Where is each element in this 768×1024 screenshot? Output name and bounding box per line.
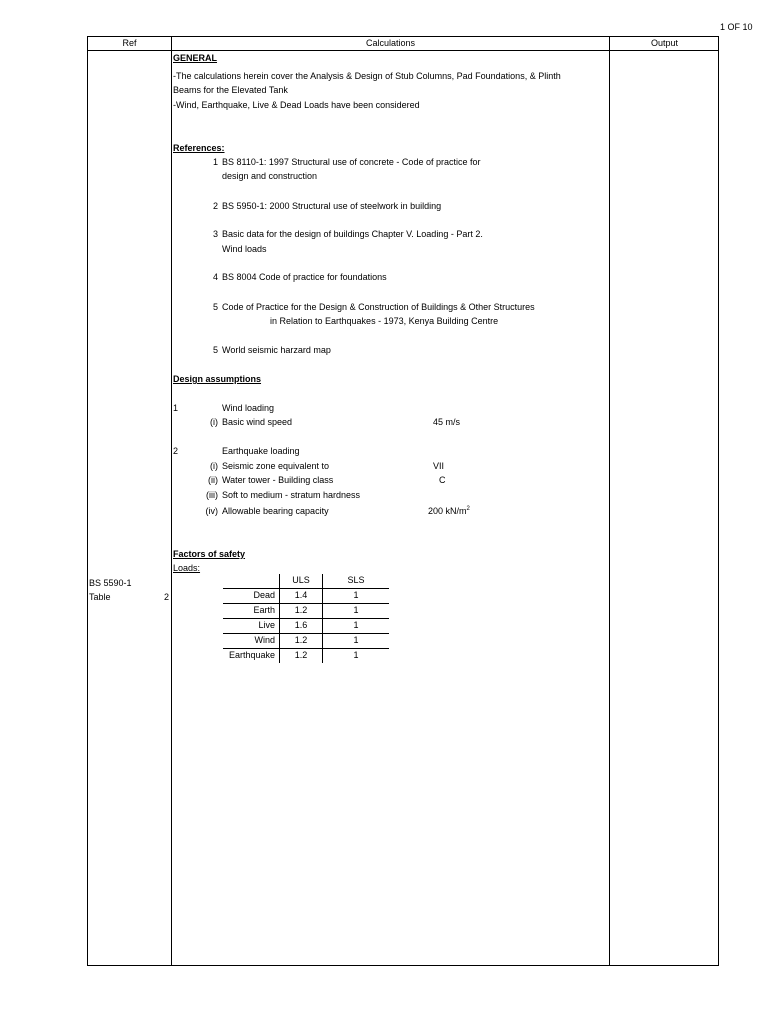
uls-factor: 1.4 <box>280 589 323 604</box>
sls-factor: 1 <box>323 604 390 619</box>
sls-factor: 1 <box>323 619 390 634</box>
calculations-column-header: Calculations <box>365 38 416 48</box>
reference-continuation: in Relation to Earthquakes - 1973, Kenya Building Centre <box>270 316 499 326</box>
seismic-zone-label: Seismic zone equivalent to <box>222 461 330 471</box>
sls-factor: 1 <box>353 650 359 661</box>
reference-text: World seismic harzard map <box>222 345 331 355</box>
table-header-sls: SLS <box>323 574 390 589</box>
earthquake-loading-title: Earthquake loading <box>222 446 300 456</box>
uls-factor: 1.6 <box>280 619 323 634</box>
reference-table-label: Table <box>89 592 111 602</box>
building-class-label: Water tower - Building class <box>222 475 334 485</box>
table-row <box>223 649 389 664</box>
stratum-hardness-label: Soft to medium - stratum hardness <box>222 490 361 500</box>
earthquake-loading-number: 2 <box>173 446 179 456</box>
reference-number: 5 <box>213 345 219 355</box>
general-line-3: -Wind, Earthquake, Live & Dead Loads have been considered <box>173 100 420 110</box>
load-type: Earthquake <box>223 649 280 664</box>
bearing-capacity-superscript: 2 <box>466 506 470 512</box>
bearing-capacity-unit: 200 kN/m <box>428 506 467 516</box>
uls-factor: 1.2 <box>280 649 323 664</box>
factors-of-safety-heading: Factors of safety <box>173 549 246 559</box>
earthquake-roman-numeral: (iv) <box>205 506 218 516</box>
loads-subheading: Loads: <box>173 563 201 573</box>
reference-table-number: 2 <box>164 592 170 602</box>
earthquake-roman-numeral: (ii) <box>208 475 218 485</box>
bearing-capacity-value <box>428 506 470 517</box>
seismic-zone-value: VII <box>433 461 445 471</box>
ref-column-divider <box>171 36 172 966</box>
table-header-empty <box>223 574 280 589</box>
design-assumptions-heading: Design assumptions <box>173 374 262 384</box>
reference-standard: BS 5590-1 <box>89 578 132 588</box>
table-row <box>223 634 389 649</box>
load-type: Live <box>223 619 280 634</box>
load-type: Earth <box>223 604 280 619</box>
reference-number: 3 <box>213 229 219 239</box>
table-row <box>223 589 389 604</box>
table-header-uls: ULS <box>280 574 323 589</box>
ref-column-header: Ref <box>122 38 137 48</box>
general-line-1: -The calculations herein cover the Analysis & Design of Stub Columns, Pad Foundations, & Plinth <box>173 71 561 81</box>
table-row <box>223 619 389 634</box>
basic-wind-speed-value: 45 m/s <box>433 417 461 427</box>
reference-number: 1 <box>213 157 219 167</box>
reference-text: BS 8004 Code of practice for foundations <box>222 272 387 282</box>
table-row <box>223 604 389 619</box>
table-header-row <box>223 574 389 589</box>
output-column-divider <box>609 36 610 966</box>
page-number: 1 OF 10 <box>720 22 753 32</box>
reference-number: 5 <box>213 302 219 312</box>
sls-factor: 1 <box>323 589 390 604</box>
reference-number: 4 <box>213 272 219 282</box>
reference-continuation: design and construction <box>222 171 318 181</box>
bearing-capacity-label: Allowable bearing capacity <box>222 506 329 516</box>
uls-factor: 1.2 <box>280 604 323 619</box>
building-class-value: C <box>439 475 446 485</box>
basic-wind-speed-label: Basic wind speed <box>222 417 293 427</box>
header-row-divider <box>87 50 719 51</box>
general-line-2: Beams for the Elevated Tank <box>173 85 288 95</box>
reference-text: Code of Practice for the Design & Construction of Buildings & Other Structures <box>222 302 535 312</box>
references-heading: References: <box>173 143 225 153</box>
wind-loading-title: Wind loading <box>222 403 275 413</box>
calculation-sheet <box>87 36 719 966</box>
general-heading: GENERAL <box>173 53 218 63</box>
reference-continuation: Wind loads <box>222 244 267 254</box>
wind-loading-number: 1 <box>173 403 179 413</box>
output-column-header: Output <box>650 38 679 48</box>
factors-of-safety-table <box>223 574 389 663</box>
load-type: Dead <box>223 589 280 604</box>
wind-roman-numeral: (i) <box>210 417 218 427</box>
earthquake-roman-numeral: (i) <box>210 461 218 471</box>
sls-factor: 1 <box>323 634 390 649</box>
load-type: Wind <box>223 634 280 649</box>
reference-text: BS 8110-1: 1997 Structural use of concrete - Code of practice for <box>222 157 481 167</box>
uls-factor: 1.2 <box>280 634 323 649</box>
earthquake-roman-numeral: (iii) <box>206 490 218 500</box>
reference-text: BS 5950-1: 2000 Structural use of steelwork in building <box>222 201 442 211</box>
reference-text: Basic data for the design of buildings Chapter V. Loading - Part 2. <box>222 229 483 239</box>
reference-number: 2 <box>213 201 219 211</box>
